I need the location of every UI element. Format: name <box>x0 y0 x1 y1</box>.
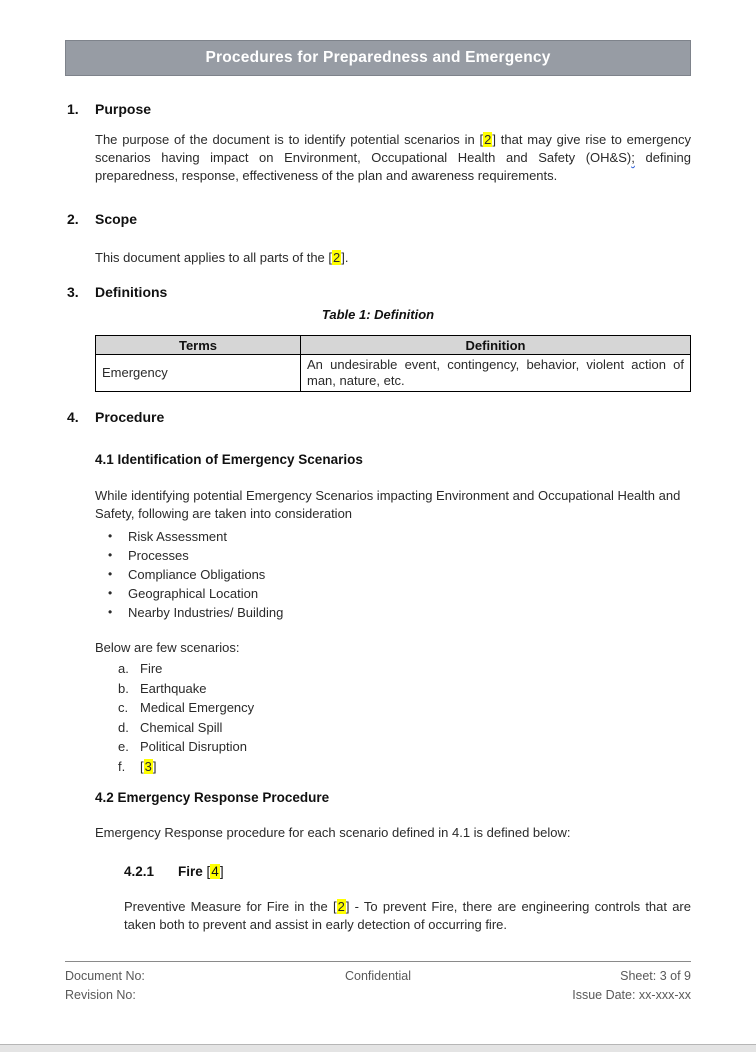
bracket-open: [ <box>206 864 211 879</box>
bracket-close: ] <box>152 758 157 774</box>
list-item <box>108 527 691 546</box>
section-number: 2. <box>67 211 79 227</box>
list-letter: b. <box>118 680 129 696</box>
document-no-label: Document No: <box>65 969 145 983</box>
subsection-heading-4-1: 4.1 Identification of Emergency Scenarios <box>95 452 363 467</box>
table-cell-term: Emergency <box>96 355 301 392</box>
bullet-icon: • <box>108 586 113 600</box>
section-number: 4. <box>67 409 79 425</box>
section-title: Purpose <box>95 101 152 117</box>
list-letter: c. <box>118 700 129 715</box>
bullet-icon: • <box>108 548 113 562</box>
table-caption: Table 1: Definition <box>321 307 435 322</box>
list-item-label: Processes <box>128 548 189 563</box>
list-item <box>118 659 691 679</box>
table-cell-definition: An undesirable event, contingency, behavior, violent action of man, nature, etc. <box>301 355 691 392</box>
list-item-label: Medical Emergency <box>140 700 255 715</box>
section-title: Definitions <box>95 284 168 300</box>
placeholder-highlight-2: 2 <box>484 132 492 147</box>
placeholder-highlight-2: 2 <box>337 899 345 914</box>
placeholder-highlight-4: 4 <box>211 864 219 879</box>
subsection-heading-4-2: 4.2 Emergency Response Procedure <box>95 790 330 805</box>
confidential-label: Confidential <box>344 969 411 983</box>
scenarios-intro-paragraph: While identifying potential Emergency Scenarios impacting Environment and Occupational Health and Safety, following are taken into consideration <box>95 488 681 521</box>
table-header-terms: Terms <box>96 336 301 355</box>
list-item-label: Geographical Location <box>128 586 259 601</box>
list-item <box>118 698 691 718</box>
issue-date-label: Issue Date: xx-xxx-xx <box>572 988 691 1002</box>
list-item-label: Earthquake <box>140 680 207 696</box>
list-item <box>108 565 691 584</box>
list-item-label: Nearby Industries/ Building <box>128 605 284 620</box>
list-letter: d. <box>118 719 129 735</box>
purpose-text-post: defining preparedness, response, effectiveness of the plan and awareness requirements. <box>95 150 692 183</box>
placeholder-highlight-3: 3 <box>144 758 152 774</box>
list-letter: f. <box>118 758 126 774</box>
list-item <box>118 757 691 777</box>
placeholder-highlight-2: 2 <box>333 250 341 265</box>
bullet-icon: • <box>108 567 113 581</box>
table-row <box>96 355 691 392</box>
section-heading-procedure <box>67 409 691 426</box>
page-footer <box>65 961 691 1005</box>
response-intro-paragraph: Emergency Response procedure for each scenario defined in 4.1 is defined below: <box>95 825 571 840</box>
list-item-label: Compliance Obligations <box>128 567 266 582</box>
bracket-close: ] <box>219 864 224 879</box>
definitions-table <box>95 335 691 392</box>
scope-text-pre: This document applies to all parts of the [ <box>95 250 333 265</box>
subsection-heading-4-2-1 <box>124 863 691 880</box>
list-item <box>118 679 691 699</box>
purpose-paragraph <box>95 131 691 185</box>
list-item-label: Risk Assessment <box>128 529 227 544</box>
list-item <box>118 718 691 738</box>
list-item-label <box>140 757 156 777</box>
section-heading-purpose <box>67 101 691 118</box>
list-letter: e. <box>118 739 129 754</box>
subsection-title-text: Fire <box>178 864 203 879</box>
fire-preventive-paragraph <box>124 898 691 934</box>
scope-text-post: ]. <box>341 250 349 265</box>
list-item-label: Fire <box>140 661 163 676</box>
list-item-label: Political Disruption <box>140 739 247 754</box>
list-item <box>118 737 691 757</box>
scenarios-list-label: Below are few scenarios: <box>95 640 240 655</box>
fire-text-post: ] - To prevent Fire, there are engineering controls that are taken both to prevent and assist in early detection of occurring fire. <box>124 899 691 932</box>
list-item <box>108 584 691 603</box>
scenario-letter-list <box>0 659 756 776</box>
section-title: Procedure <box>95 409 165 425</box>
section-title: Scope <box>95 211 138 227</box>
list-letter: a. <box>118 661 129 676</box>
list-item <box>108 603 691 622</box>
bullet-icon: • <box>108 605 113 619</box>
consideration-bullet-list <box>0 527 756 622</box>
list-item <box>108 546 691 565</box>
table-header-definition: Definition <box>301 336 691 355</box>
title-banner <box>65 40 691 76</box>
grammar-marked-punctuation: ; <box>631 150 635 165</box>
bottom-window-strip <box>0 1044 756 1052</box>
revision-no-label: Revision No: <box>65 988 136 1002</box>
section-heading-definitions <box>67 284 691 301</box>
section-number: 3. <box>67 284 79 300</box>
subsection-number: 4.2.1 <box>124 864 155 879</box>
section-heading-scope <box>67 211 691 228</box>
sheet-label: Sheet: 3 of 9 <box>620 969 691 983</box>
fire-text-pre: Preventive Measure for Fire in the [ <box>124 899 337 914</box>
scope-paragraph <box>95 249 691 267</box>
document-title: Procedures for Preparedness and Emergency <box>205 49 551 66</box>
bullet-icon: • <box>108 529 113 543</box>
bracket-open: [ <box>140 758 144 774</box>
footer-row-2 <box>65 986 691 1005</box>
purpose-text-pre: The purpose of the document is to identify potential scenarios in [ <box>95 132 484 147</box>
purpose-text-mid: ] that may give rise to emergency scenarios having impact on Environment, Occupational Health and Safety (OH&S) <box>95 132 691 165</box>
subsection-title <box>178 863 224 880</box>
table-header-row <box>96 336 691 355</box>
list-item-label: Chemical Spill <box>140 719 223 735</box>
section-number: 1. <box>67 101 79 117</box>
